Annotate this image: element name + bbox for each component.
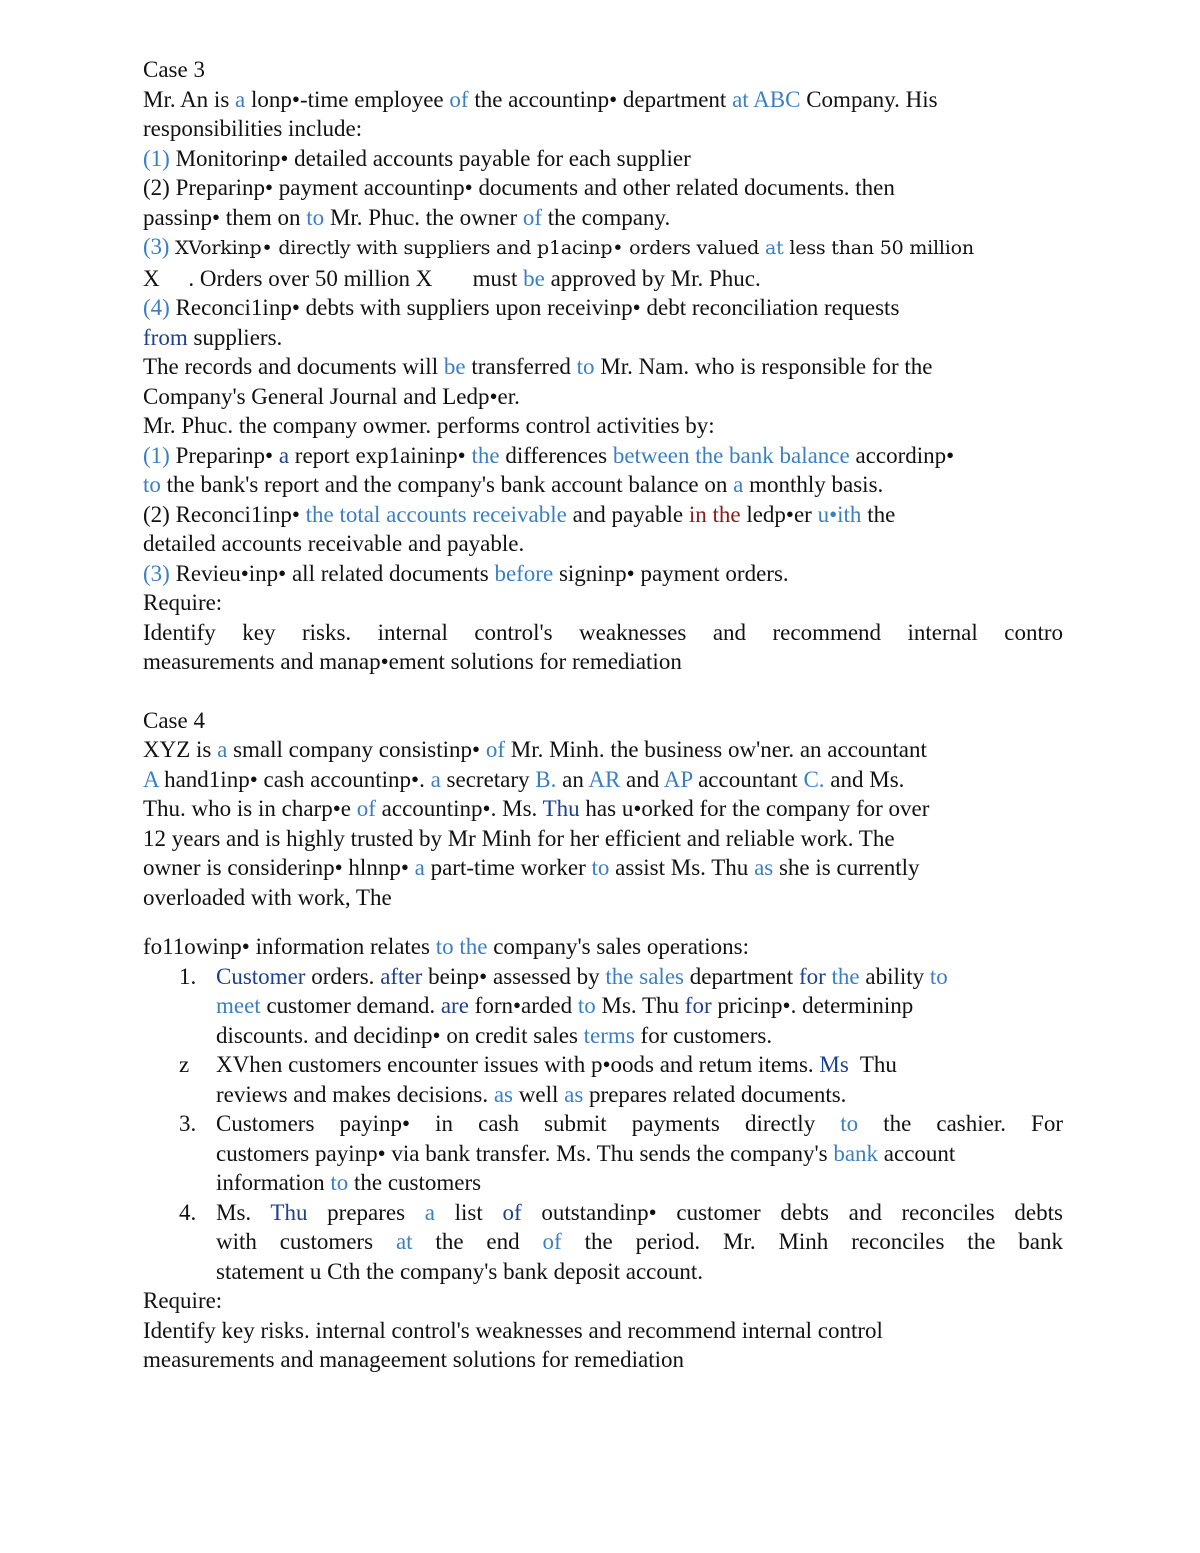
responsibility-4: (4) Reconci1inp• debts with suppliers upon receivinp• debt reconciliation requests (143, 295, 900, 320)
list-item: 1. Customer orders. after beinp• assessed by the sales department for the ability to meet customer demand. are forn•arded to Ms. Thu for pricinp•. determininp discounts. and decidinp• on credit sales terms for customers. (179, 963, 948, 1048)
responsibility-1: (1) Monitorinp• detailed accounts payable for each supplier (143, 145, 691, 171)
case-4-require-label: Require: (143, 1288, 223, 1313)
case-3-intro-line-2: responsibilities include: (143, 116, 363, 141)
transfer-line-2: Company's General Journal and Ledp•er. (143, 383, 520, 409)
responsibility-4-cont: from suppliers. (143, 324, 283, 350)
case-4-require-line-1: Identify key risks. internal control's weaknesses and recommend internal control (143, 1317, 883, 1343)
case-4-intro-line-5: owner is considerinp• hlnnp• a part-time worker to assist Ms. Thu as she is currently (143, 855, 920, 880)
case-3-title: Case 3 (143, 57, 205, 82)
list-item: 3. Customers payinp• in cash submit payments directly to the cashier. For customers payinp• via bank transfer. Ms. Thu sends the company's bank account information to the customers (179, 1111, 1063, 1195)
owner-intro: Mr. Phuc. the company owmer. performs control activities by: (143, 413, 715, 438)
case-4-intro-line-3: Thu. who is in charp•e of accountinp•. Ms. Thu has u•orked for the company for over (143, 796, 930, 821)
transfer-line-1: The records and documents will be transferred to Mr. Nam. who is responsible for the (143, 354, 933, 379)
control-2-cont: detailed accounts receivable and payable. (143, 531, 525, 556)
case-3-intro-line-1: Mr. An is a lonp•-time employee of the accountinp• department at ABC Company. His (143, 86, 938, 112)
following-line: fo11owinp• information relates to the company's sales operations: (143, 934, 750, 959)
case-3-require-label: Require: (143, 590, 223, 615)
control-2: (2) Reconci1inp• the total accounts receivable and payable in the ledp•er u•ith the (143, 501, 896, 527)
list-item: 4. Ms. Thu prepares a list of outstandinp• customer debts and reconciles debts with customers at the end of the period. Mr. Minh reconciles the bank statement u Cth the company's bank deposit account. (179, 1199, 1063, 1284)
section-spacer (143, 677, 1063, 706)
responsibility-2: (2) Preparinp• payment accountinp• documents and other related documents. then (143, 175, 895, 200)
paragraph-spacer (143, 912, 1063, 932)
control-1-cont: to the bank's report and the company's bank account balance on a monthly basis. (143, 472, 884, 497)
case-4-intro-line-1: XYZ is a small company consistinp• of Mr. Minh. the business ow'ner. an accountant (143, 737, 927, 762)
case-4-intro-line-2: A hand1inp• cash accountinp•. a secretary B. an AR and AP accountant C. and Ms. (143, 766, 905, 792)
responsibility-3-cont: X . Orders over 50 million X must be approved by Mr. Phuc. (143, 265, 761, 291)
responsibility-3: (3) XVorkinp• directly with suppliers and p1acinp• orders valued at less than 50 million (143, 234, 974, 259)
control-3: (3) Revieu•inp• all related documents before signinp• payment orders. (143, 560, 789, 586)
case-3-require-line-1: Identify key risks. internal control's weaknesses and recommend internal contro (143, 619, 1063, 645)
responsibility-2-cont: passinp• them on to Mr. Phuc. the owner of the company. (143, 204, 671, 230)
case-4-title: Case 4 (143, 707, 205, 733)
case-4-intro-line-6: overloaded with work, The (143, 884, 392, 910)
case-3-require-line-2: measurements and manap•ement solutions for remediation (143, 649, 682, 674)
case-4-require-line-2: measurements and manageement solutions for remediation (143, 1347, 684, 1372)
list-item: z XVhen customers encounter issues with p•oods and retum items. Ms Thu reviews and makes decisions. as well as prepares related documents. (179, 1052, 897, 1107)
document-page (143, 55, 1063, 1375)
sales-operations-list (143, 962, 1063, 1287)
control-1: (1) Preparinp• a report exp1aininp• the differences between the bank balance accordinp• (143, 442, 955, 468)
case-4-intro-line-4: 12 years and is highly trusted by Mr Minh for her efficient and reliable work. The (143, 825, 895, 851)
